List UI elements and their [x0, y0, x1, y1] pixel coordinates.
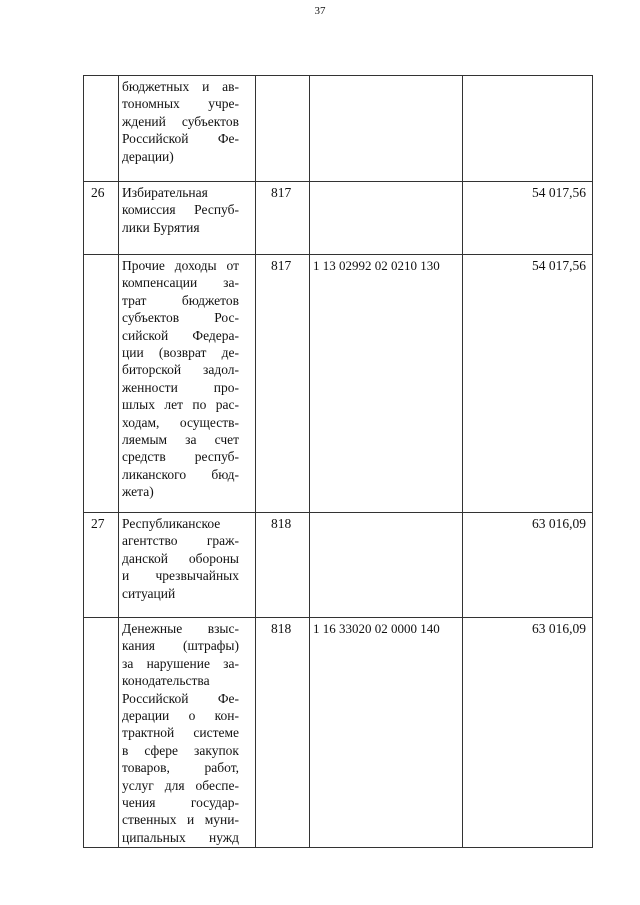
amount-cell: 54 017,56	[463, 182, 593, 255]
revenue-name-cell	[119, 513, 256, 618]
table-row	[84, 255, 593, 513]
amount-cell: 63 016,09	[463, 513, 593, 618]
budget-code-cell: 1 13 02992 02 0210 130	[310, 255, 463, 513]
page-number: 37	[314, 5, 326, 17]
admin-code-cell: 818	[256, 618, 310, 848]
budget-code-cell: 1 16 33020 02 0000 140	[310, 618, 463, 848]
budget-code-cell	[310, 182, 463, 255]
revenue-name-text: бюджетных и ав- тономных учре- ждений субъектов Российской Фе- дерации)	[122, 79, 239, 164]
admin-code-cell: 817	[256, 255, 310, 513]
table-row	[84, 513, 593, 618]
row-number-cell	[84, 76, 119, 182]
admin-code-cell: 818	[256, 513, 310, 618]
budget-code-cell	[310, 76, 463, 182]
admin-code-cell	[256, 76, 310, 182]
amount-cell: 54 017,56	[463, 255, 593, 513]
row-number-cell	[84, 255, 119, 513]
budget-code-cell	[310, 513, 463, 618]
table-row	[84, 76, 593, 182]
table-row	[84, 182, 593, 255]
revenue-table	[83, 75, 593, 848]
revenue-name-cell	[119, 618, 256, 848]
admin-code-cell: 817	[256, 182, 310, 255]
row-number-cell: 27	[84, 513, 119, 618]
revenue-name-cell	[119, 76, 256, 182]
revenue-name-text: Прочие доходы от компенсации за- трат бюджетов субъектов Рос- сийской Федера- ции (возврат де- биторской задол- женности про- шлых лет по рас- ходам, осуществ- ляемым за счет средств респуб- ликанского бюд- жета)	[122, 258, 239, 500]
revenue-name-text: Избирательная комиссия Респуб- лики Бурятия	[122, 185, 239, 235]
row-number-cell: 26	[84, 182, 119, 255]
row-number-cell	[84, 618, 119, 848]
amount-cell: 63 016,09	[463, 618, 593, 848]
amount-cell	[463, 76, 593, 182]
table-row	[84, 618, 593, 848]
revenue-name-cell	[119, 255, 256, 513]
revenue-name-text: Республиканское агентство граж- данской обороны и чрезвычайных ситуаций	[122, 516, 239, 601]
revenue-name-text: Денежные взыс- кания (штрафы) за нарушение за- конодательства Российской Фе- дерации о кон- трактной системе в сфере закупок товаров, работ, услуг для обеспе- чения государ- ственных и муни- ципальных нужд	[122, 621, 239, 845]
revenue-name-cell	[119, 182, 256, 255]
